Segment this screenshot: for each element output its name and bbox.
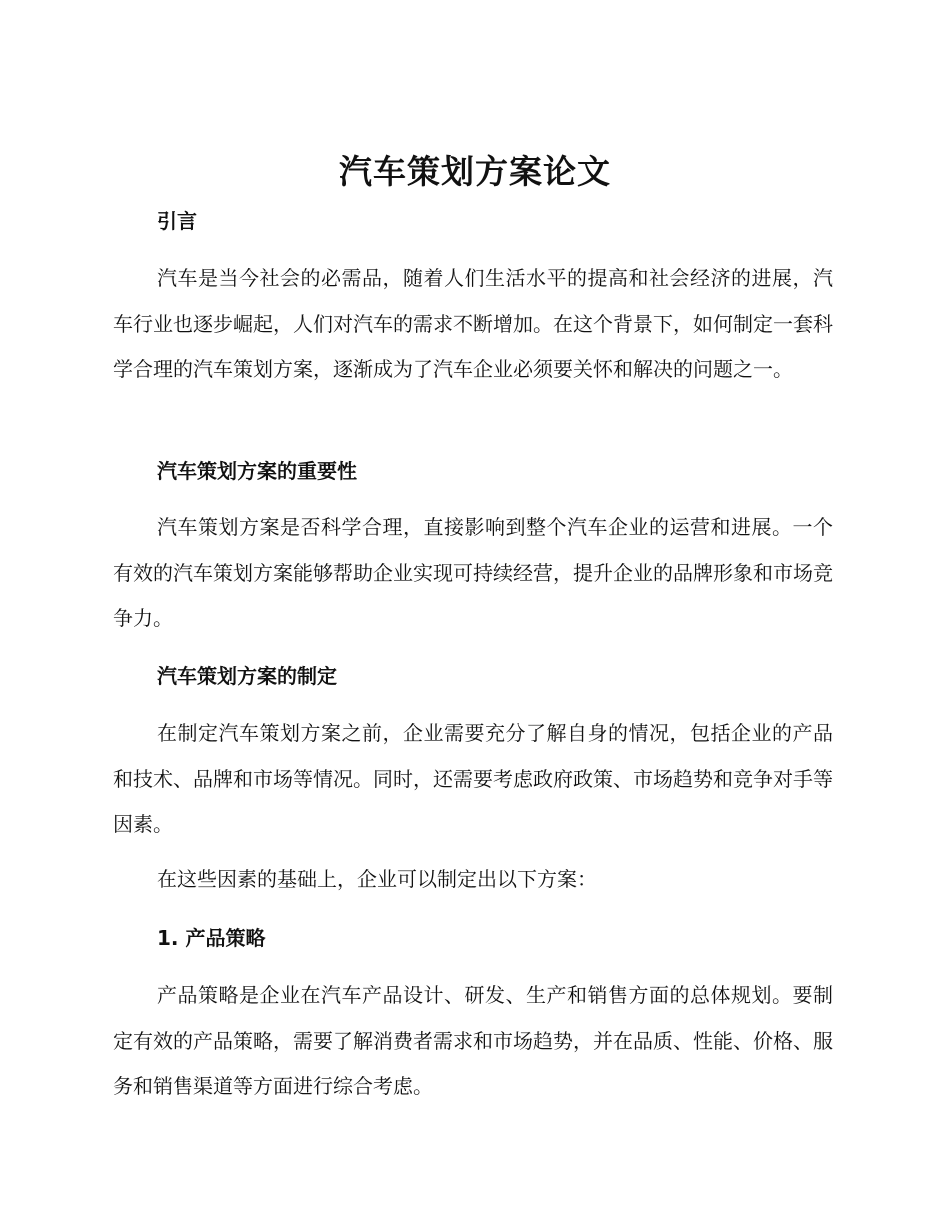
intro-paragraph: 汽车是当今社会的必需品，随着人们生活水平的提高和社会经济的进展，汽车行业也逐步崛起，人们对汽车的需求不断增加。在这个背景下，如何制定一套科学合理的汽车策划方案，逐渐成为了汽车企业必须要关怀和解决的问题之一。: [113, 266, 833, 381]
section-heading-importance: 汽车策划方案的重要性: [157, 459, 357, 483]
section-heading-intro: 引言: [157, 209, 197, 233]
document-title: 汽车策划方案论文: [339, 152, 611, 191]
formulation-paragraph-2: 在这些因素的基础上，企业可以制定出以下方案：: [157, 867, 597, 891]
section-heading-formulation: 汽车策划方案的制定: [157, 664, 337, 688]
product-strategy-paragraph: 产品策略是企业在汽车产品设计、研发、生产和销售方面的总体规划。要制定有效的产品策略，需要了解消费者需求和市场趋势，并在品质、性能、价格、服务和销售渠道等方面进行综合考虑。: [113, 983, 833, 1098]
importance-paragraph: 汽车策划方案是否科学合理，直接影响到整个汽车企业的运营和进展。一个有效的汽车策划方案能够帮助企业实现可持续经营，提升企业的品牌形象和市场竞争力。: [113, 515, 833, 630]
formulation-paragraph-1: 在制定汽车策划方案之前，企业需要充分了解自身的情况，包括企业的产品和技术、品牌和市场等情况。同时，还需要考虑政府政策、市场趋势和竞争对手等因素。: [113, 721, 833, 836]
section-heading-product-strategy: 1. 产品策略: [157, 926, 266, 950]
